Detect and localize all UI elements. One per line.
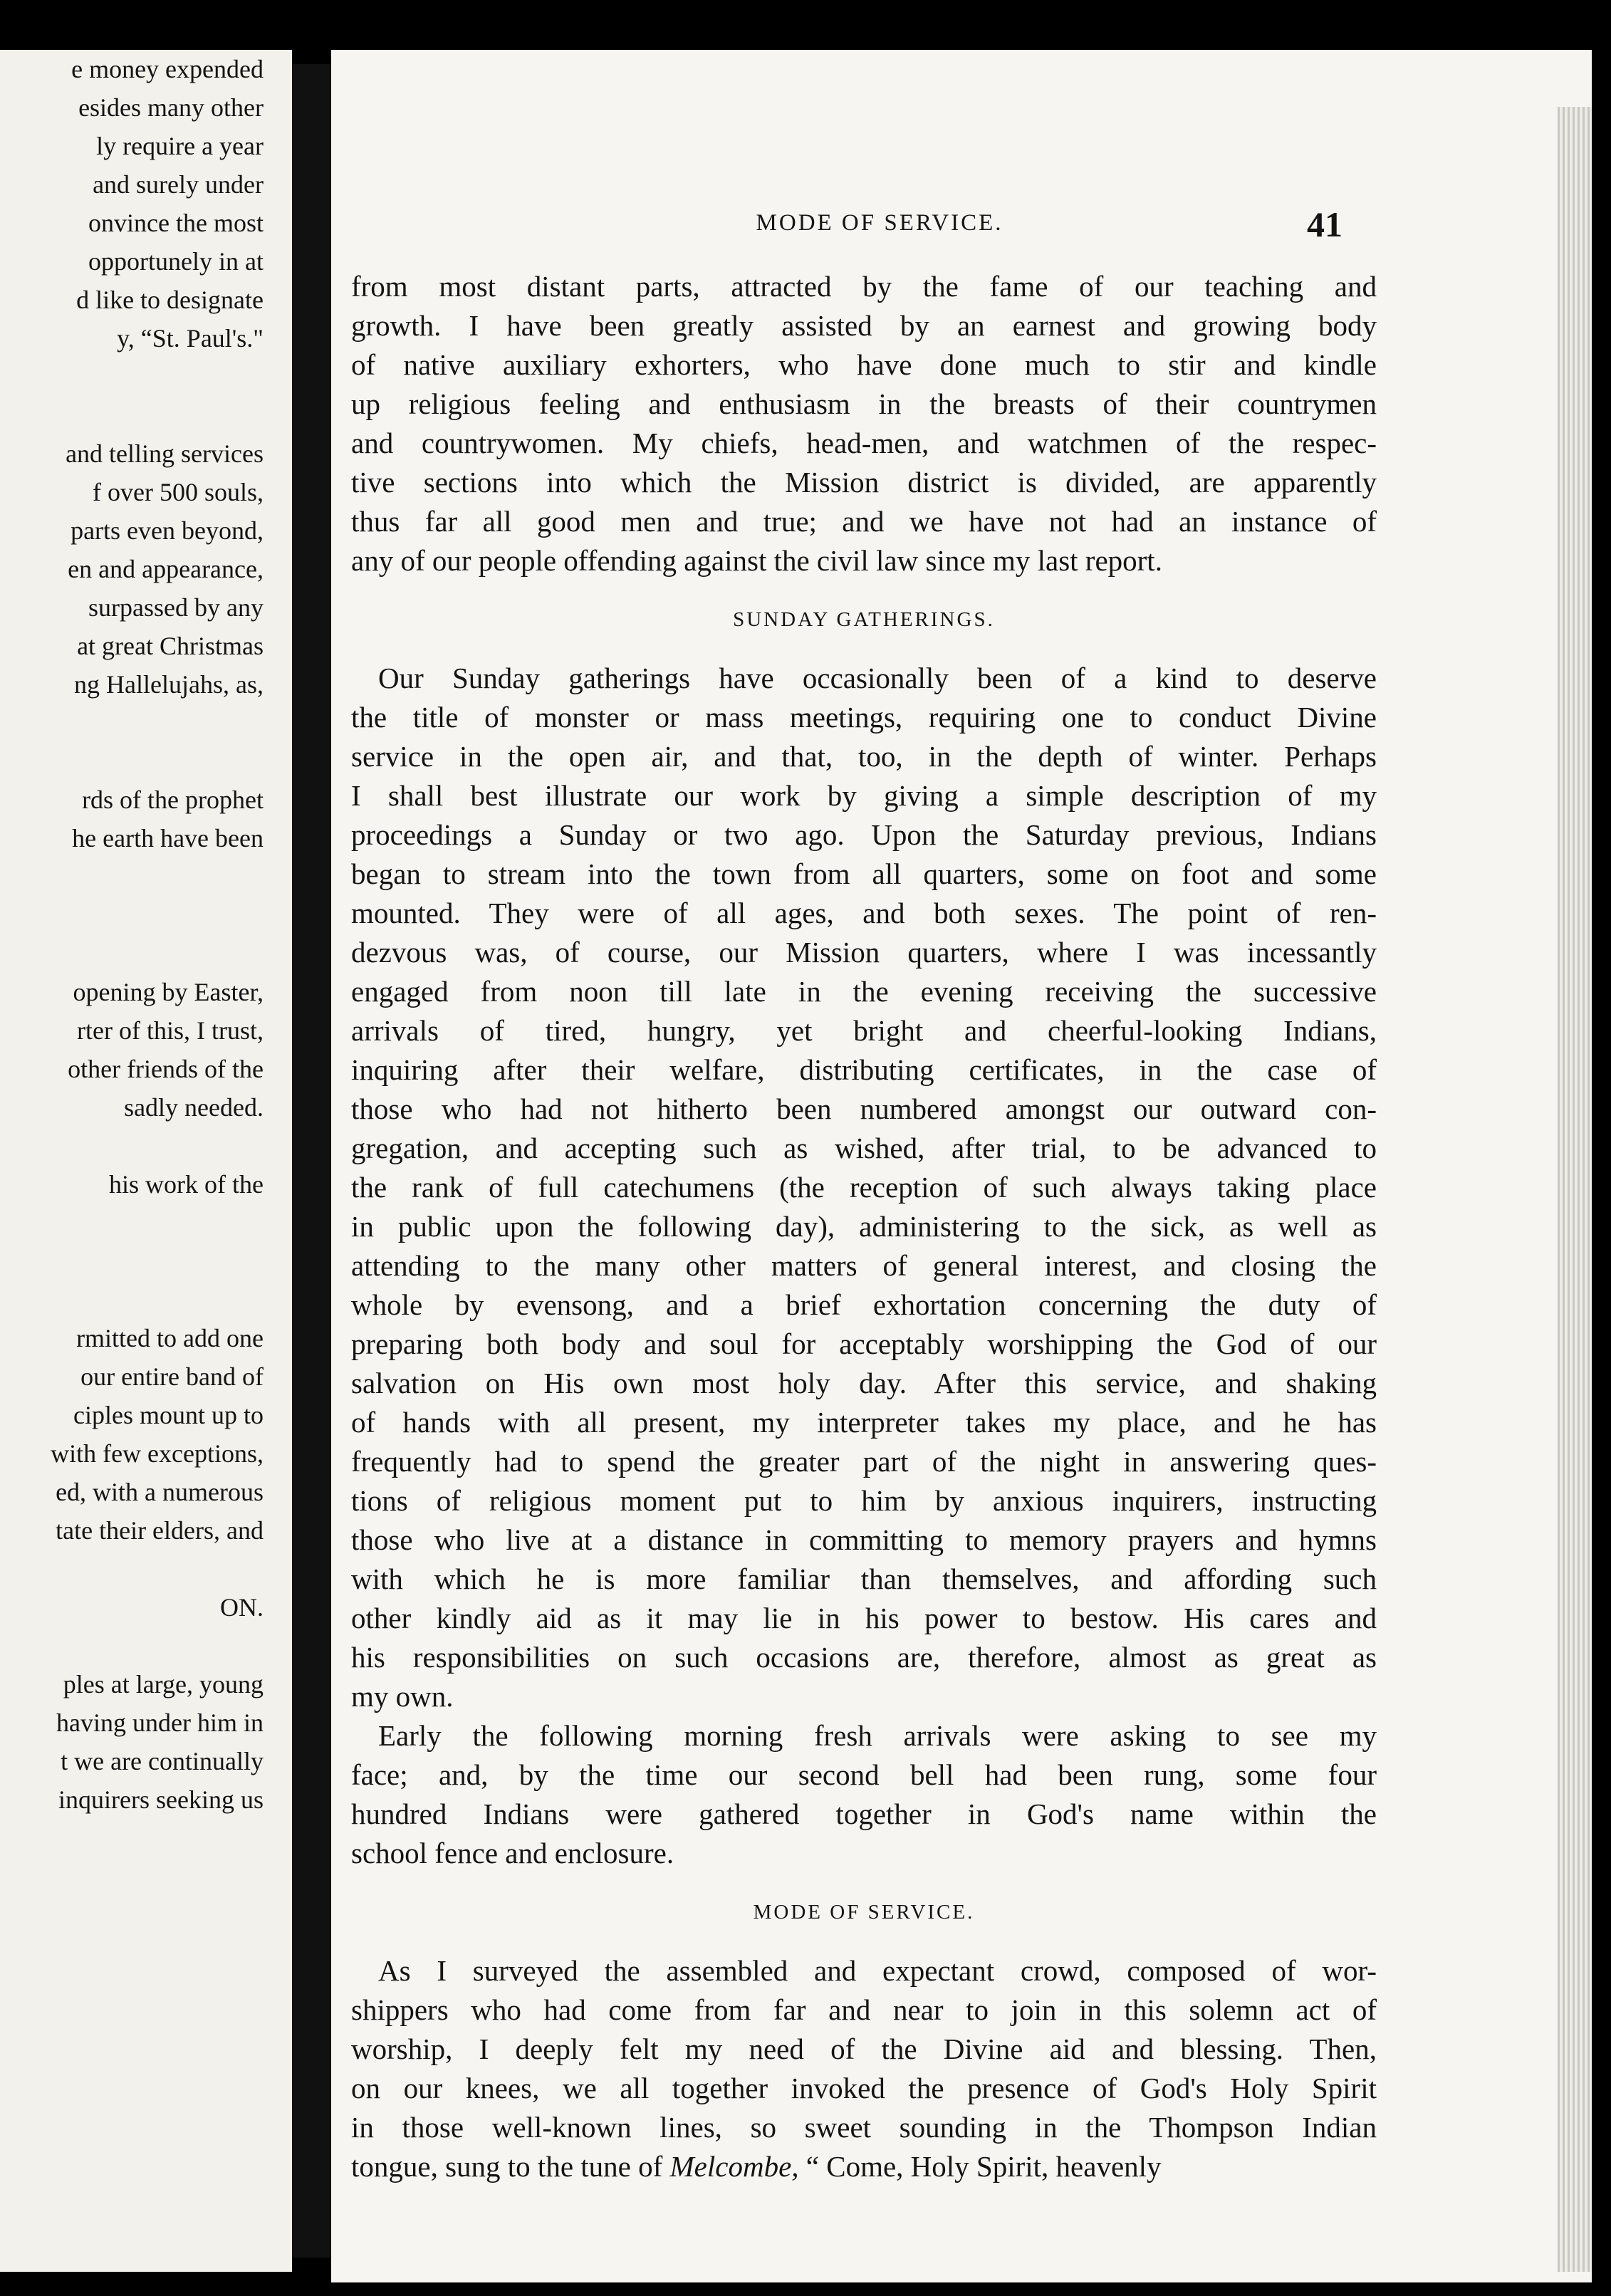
text-line: opportunely in at: [88, 247, 264, 276]
text-line: of hands with all present, my interpreter takes my place, and he has: [351, 1406, 1377, 1439]
text-line: [0, 1550, 264, 1588]
text-line: with few exceptions,: [51, 1439, 264, 1468]
text-line: y, “St. Paul's.": [117, 324, 264, 353]
text-line: frequently had to spend the greater part of the night in answering ques-: [351, 1445, 1377, 1478]
text-line: opening by Easter,: [73, 978, 264, 1006]
text-line: rds of the prophet: [82, 786, 264, 814]
text-line: and countrywomen. My chiefs, head-men, and watchmen of the respec-: [351, 427, 1377, 459]
text-line: [351, 2147, 1377, 2186]
text-line: en and appearance,: [68, 555, 264, 583]
text-line: d like to designate: [76, 286, 264, 314]
text-line: attending to the many other matters of general interest, and closing the: [351, 1249, 1377, 1282]
text-line: those who had not hitherto been numbered amongst our outward con-: [351, 1092, 1377, 1125]
text-line: and telling services: [66, 439, 264, 468]
text-line: whole by evensong, and a brief exhortation concerning the duty of: [351, 1288, 1377, 1321]
text-line: Our Sunday gatherings have occasionally been of a kind to deserve: [378, 662, 1377, 694]
text-line: other kindly aid as it may lie in his power to bestow. His cares and: [351, 1602, 1377, 1634]
text-line: [0, 1280, 264, 1319]
text-line: with which he is more familiar than themselves, and affording such: [351, 1562, 1377, 1595]
text-line: [0, 896, 264, 934]
text-line: sadly needed.: [124, 1093, 264, 1122]
text-line: any of our people offending against the civil law since my last report.: [351, 544, 1162, 577]
text-line: [0, 396, 264, 434]
text-line: tive sections into which the Mission district is divided, are apparently: [351, 466, 1377, 499]
body-text: [351, 267, 1377, 2186]
text-line: [0, 1242, 264, 1280]
text-line: proceedings a Sunday or two ago. Upon the Saturday previous, Indians: [351, 818, 1377, 851]
text-line: [0, 1627, 264, 1665]
text-line: [0, 857, 264, 896]
right-page: [331, 50, 1592, 2282]
paragraph-continuation: [351, 267, 1377, 580]
text-line: [0, 1204, 264, 1242]
text-line: those who live at a distance in committing to memory prayers and hymns: [351, 1523, 1377, 1556]
text-line: on our knees, we all together invoked the presence of God's Holy Spirit: [351, 2072, 1377, 2104]
text-line: [0, 742, 264, 781]
text-line: from most distant parts, attracted by the fame of our teaching and: [351, 270, 1377, 303]
text-line: tate their elders, and: [56, 1516, 264, 1545]
paragraph-sunday-gatherings: [351, 659, 1377, 1716]
text-line: his responsibilities on such occasions are, therefore, almost as great as: [351, 1641, 1377, 1674]
text-line: and surely under: [93, 170, 264, 199]
text-line: engaged from noon till late in the evening receiving the successive: [351, 975, 1377, 1008]
text-line: ON.: [220, 1593, 264, 1622]
text-line: hundred Indians were gathered together in God's name within the: [351, 1797, 1377, 1830]
text-line: began to stream into the town from all quarters, some on foot and some: [351, 857, 1377, 890]
text-line: I shall best illustrate our work by giving a simple description of my: [351, 779, 1377, 812]
text-line: rter of this, I trust,: [77, 1016, 264, 1045]
text-line: preparing both body and soul for acceptably worshipping the God of our: [351, 1327, 1377, 1360]
text-line: his work of the: [109, 1170, 264, 1199]
text-line: at great Christmas: [77, 632, 264, 660]
text-line: our entire band of: [80, 1362, 264, 1391]
text-line: f over 500 souls,: [93, 478, 264, 506]
text-line: the rank of full catechumens (the reception of such always taking place: [351, 1171, 1377, 1204]
book-spine: [292, 64, 331, 2258]
paragraph-following-morning: [351, 1716, 1377, 1873]
text-line: thus far all good men and true; and we have not had an instance of: [351, 505, 1377, 538]
text-line: inquirers seeking us: [58, 1785, 264, 1814]
text-line: service in the open air, and that, too, in the depth of winter. Perhaps: [351, 740, 1377, 773]
section-heading-sunday-gatherings: SUNDAY GATHERINGS.: [733, 608, 995, 631]
text-line: surpassed by any: [88, 593, 264, 622]
text-line: As I surveyed the assembled and expectant crowd, composed of wor-: [378, 1954, 1377, 1987]
text-line: ed, with a numerous: [56, 1478, 264, 1506]
tune-name: Melcombe,: [669, 2150, 799, 2183]
text-line: parts even beyond,: [71, 516, 264, 545]
left-page: [0, 50, 292, 2272]
text-line: [0, 704, 264, 742]
text-line: arrivals of tired, hungry, yet bright and cheerful-looking Indians,: [351, 1014, 1377, 1047]
text-line: up religious feeling and enthusiasm in the breasts of their countrymen: [351, 387, 1377, 420]
text-line: worship, I deeply felt my need of the Divine aid and blessing. Then,: [351, 2033, 1377, 2065]
text-line: inquiring after their welfare, distributing certificates, in the case of: [351, 1053, 1377, 1086]
text-segment: “ Come, Holy Spirit, heavenly: [798, 2150, 1162, 2183]
text-line: in those well-known lines, so sweet sounding in the Thompson Indian: [351, 2111, 1377, 2144]
text-line: salvation on His own most holy day. After this service, and shaking: [351, 1367, 1377, 1399]
text-line: of native auxiliary exhorters, who have done much to stir and kindle: [351, 348, 1377, 381]
running-head: MODE OF SERVICE.: [756, 210, 1003, 236]
text-line: [0, 934, 264, 973]
text-line: ly require a year: [96, 132, 264, 160]
text-line: ciples mount up to: [73, 1401, 264, 1429]
text-line: face; and, by the time our second bell had been rung, some four: [351, 1758, 1377, 1791]
text-line: ng Hallelujahs, as,: [74, 670, 264, 699]
page-number: 41: [1307, 204, 1342, 244]
left-page-text: [0, 50, 264, 1819]
text-line: having under him in: [56, 1708, 264, 1737]
text-line: [0, 1127, 264, 1165]
text-line: esides many other: [78, 93, 264, 122]
text-line: rmitted to add one: [76, 1324, 264, 1352]
text-line: gregation, and accepting such as wished, after trial, to be advanced to: [351, 1132, 1377, 1164]
text-segment: tongue, sung to the tune of: [351, 2150, 670, 2183]
text-line: other friends of the: [68, 1055, 264, 1083]
text-line: t we are continually: [61, 1747, 264, 1775]
text-line: shippers who had come from far and near to join in this solemn act of: [351, 1993, 1377, 2026]
text-line: e money expended: [71, 55, 264, 83]
section-heading-mode-of-service: MODE OF SERVICE.: [753, 1901, 975, 1924]
text-line: dezvous was, of course, our Mission quarters, where I was incessantly: [351, 936, 1377, 969]
paragraph-mode-of-service: [351, 1951, 1377, 2147]
text-line: [0, 358, 264, 396]
page-edge: [1558, 107, 1592, 2272]
text-line: my own.: [351, 1680, 454, 1713]
text-line: growth. I have been greatly assisted by an earnest and growing body: [351, 309, 1377, 342]
text-line: ples at large, young: [63, 1670, 264, 1698]
text-line: in public upon the following day), administering to the sick, as well as: [351, 1210, 1377, 1243]
text-line: Early the following morning fresh arrivals were asking to see my: [378, 1719, 1377, 1752]
text-line: onvince the most: [88, 209, 264, 237]
text-line: he earth have been: [72, 824, 264, 852]
text-line: mounted. They were of all ages, and both sexes. The point of ren-: [351, 897, 1377, 929]
text-line: the title of monster or mass meetings, requiring one to conduct Divine: [351, 701, 1377, 734]
text-line: tions of religious moment put to him by anxious inquirers, instructing: [351, 1484, 1377, 1517]
text-line: school fence and enclosure.: [351, 1837, 674, 1869]
